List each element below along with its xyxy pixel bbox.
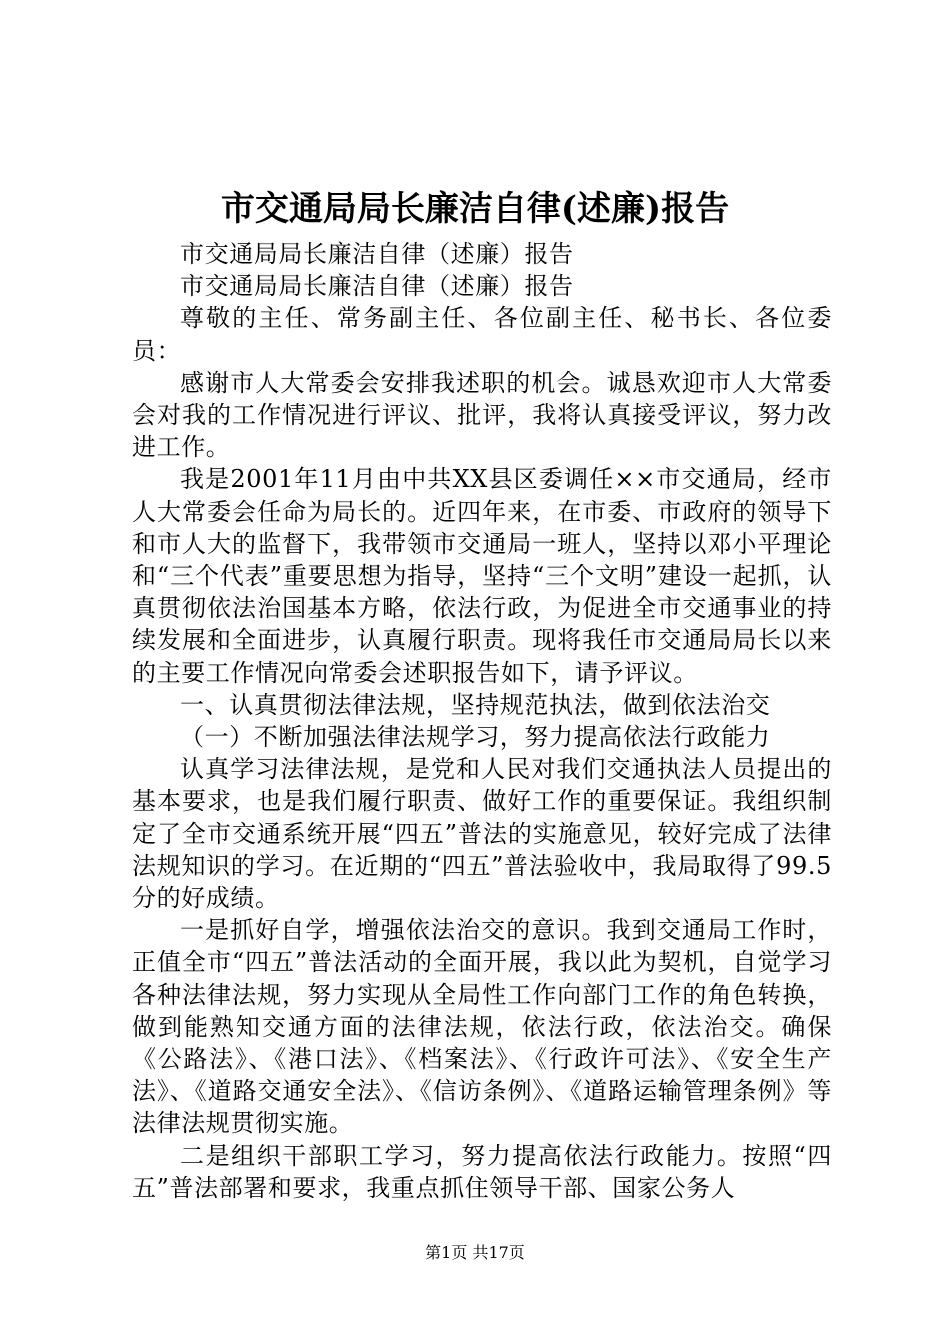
page-footer: 第1页 共17页	[425, 1243, 525, 1262]
paragraph-thanks: 感谢市人大常委会安排我述职的机会。诚恳欢迎市人大常委会对我的工作情况进行评议、批评，我将认真接受评议，努力改进工作。	[132, 368, 832, 462]
section-heading-1: 一、认真贯彻法律法规，坚持规范执法，做到依法治交	[180, 690, 771, 719]
document-title: 市交通局局长廉洁自律(述廉)报告	[220, 189, 730, 229]
paragraph-subtitle-2: 市交通局局长廉洁自律（述廉）报告	[180, 272, 574, 301]
paragraph-salutation: 尊敬的主任、常务副主任、各位副主任、秘书长、各位委员：	[132, 304, 832, 365]
paragraph-subtitle-1: 市交通局局长廉洁自律（述廉）报告	[180, 240, 574, 268]
paragraph-law-study: 认真学习法律法规，是党和人民对我们交通执法人员提出的基本要求，也是我们履行职责、做好工作的重要保证。我组织制定了全市交通系统开展“四五”普法的实施意见，较好完成了法律法规知识的学习。在近期的“四五”普法验收中，我局取得了99.5分的好成绩。	[132, 755, 832, 913]
paragraph-self-study: 一是抓好自学，增强依法治交的意识。我到交通局工作时，正值全市“四五”普法活动的全面开展，我以此为契机，自觉学习各种法律法规，努力实现从全局性工作向部门工作的角色转换，做到能熟知交通方面的法律法规，依法行政，依法治交。确保《公路法》、《港口法》、《档案法》、《行政许可法》、《安全生产法》、《道路交通安全法》、《信访条例》、《道路运输管理条例》等法律法规贯彻实施。	[132, 916, 832, 1138]
subsection-heading-1: （一）不断加强法律法规学习，努力提高依法行政能力	[180, 723, 771, 752]
paragraph-staff-study: 二是组织干部职工学习，努力提高依法行政能力。按照“四五”普法部署和要求，我重点抓住领导干部、国家公务人	[132, 1141, 832, 1202]
paragraph-introduction: 我是2001年11月由中共XX县区委调任××市交通局，经市人大常委会任命为局长的。近四年来，在市委、市政府的领导下和市人大的监督下，我带领市交通局一班人，坚持以邓小平理论和“三个代表”重要思想为指导，坚持“三个文明”建设一起抓，认真贯彻依法治国基本方略，依法行政，为促进全市交通事业的持续发展和全面进步，认真履行职责。现将我任市交通局局长以来的主要工作情况向常委会述职报告如下，请予评议。	[132, 465, 832, 687]
document-body	[132, 238, 832, 1204]
